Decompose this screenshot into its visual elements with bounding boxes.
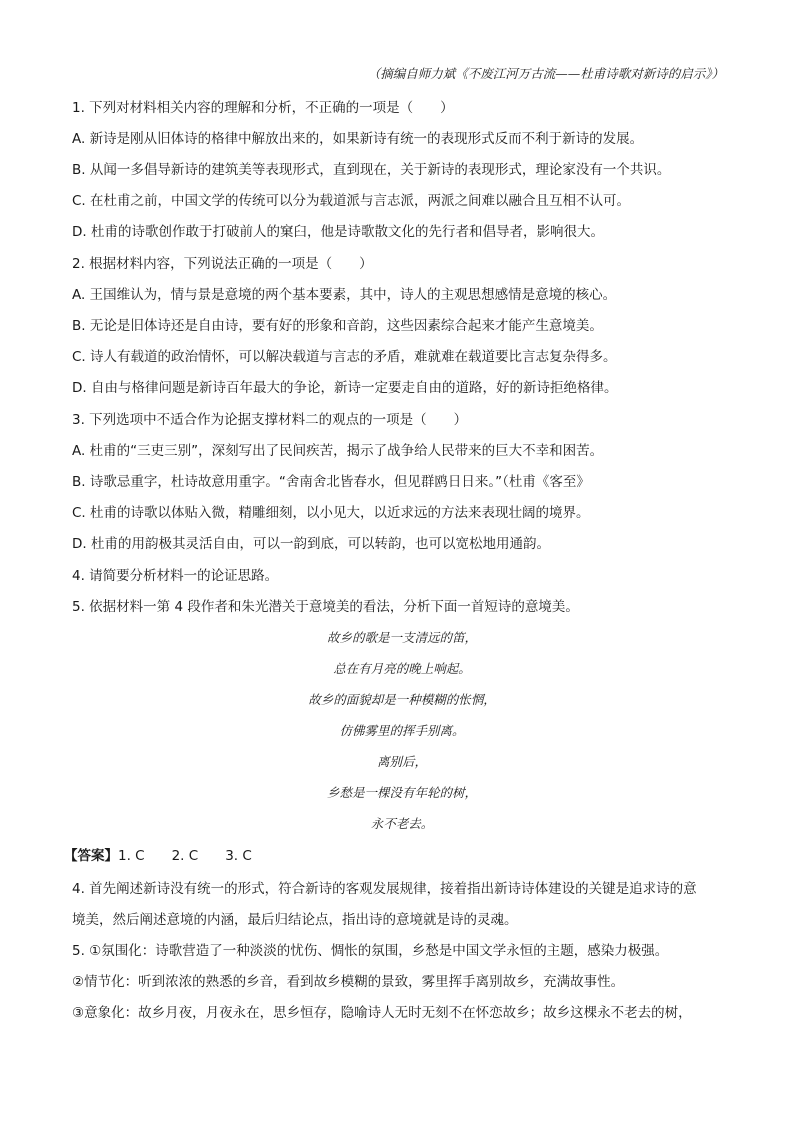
question-3-option-a: A. 杜甫的“三吏三别”，深刻写出了民间疾苦，揭示了战争给人民带来的巨大不幸和困苦。 [72, 443, 604, 459]
source-citation: （摘编自师力斌《不废江河万古流——杜甫诗歌对新诗的启示》） [367, 66, 724, 81]
question-2-option-b: B. 无论是旧体诗还是自由诗，要有好的形象和音韵，这些因素综合起来才能产生意境美。 [72, 318, 603, 334]
poem-line: 乡愁是一棵没有年轮的树， [326, 785, 477, 800]
question-3-stem: 3. 下列选项中不适合作为论据支撑材料二的观点的一项是（ ） [72, 412, 468, 428]
question-3-option-b: B. 诗歌忌重字，杜诗故意用重字。“舍南舍北皆春水，但见群鸥日日来。”（杜甫《客至》 [72, 474, 590, 490]
answer-label: 【答案】 [64, 848, 118, 864]
question-2-option-d: D. 自由与格律问题是新诗百年最大的争论，新诗一定要走自由的道路，好的新诗拒绝格律。 [72, 380, 618, 396]
poem-line: 故乡的面貌却是一种模糊的怅惘， [308, 692, 496, 707]
poem-line: 故乡的歌是一支清远的笛， [326, 630, 477, 645]
answer-5-line-3: ③意象化：故乡月夜，月夜永在，思乡恒存，隐喻诗人无时无刻不在怀恋故乡；故乡这棵永不老去的树， [72, 1005, 692, 1021]
question-1-option-b: B. 从闻一多倡导新诗的建筑美等表现形式，直到现在，关于新诗的表现形式，理论家没有一个共识。 [72, 162, 671, 178]
answer-choices: 1. C 2. C 3. C [118, 848, 252, 864]
question-5: 5. 依据材料一第 4 段作者和朱光潜关于意境美的看法，分析下面一首短诗的意境美。 [72, 599, 579, 615]
answer-5-line-1: 5. ①氛围化：诗歌营造了一种淡淡的忧伤、惆怅的氛围，乡愁是中国文学永恒的主题，感染力极强。 [72, 943, 669, 959]
question-4: 4. 请简要分析材料一的论证思路。 [72, 568, 279, 584]
question-2-option-a: A. 王国维认为，情与景是意境的两个基本要素，其中，诗人的主观思想感情是意境的核心。 [72, 287, 617, 303]
answer-5-line-2: ②情节化：听到浓浓的熟悉的乡音，看到故乡模糊的景致，雾里挥手离别故乡，充满故事性。 [72, 974, 625, 990]
answer-4-line-1: 4. 首先阐述新诗没有统一的形式，符合新诗的客观发展规律，接着指出新诗诗体建设的关键是追求诗的意 [72, 881, 697, 897]
question-2-stem: 2. 根据材料内容，下列说法正确的一项是（ ） [72, 256, 373, 272]
question-1-stem: 1. 下列对材料相关内容的理解和分析，不正确的一项是（ ） [72, 100, 454, 116]
question-3-option-c: C. 杜甫的诗歌以体贴入微，精雕细刻，以小见大，以近求远的方法来表现壮阔的境界。 [72, 505, 590, 521]
question-1-option-a: A. 新诗是刚从旧体诗的格律中解放出来的，如果新诗有统一的表现形式反而不利于新诗的发展。 [72, 131, 644, 147]
poem-line: 永不老去。 [370, 816, 434, 831]
poem-line: 总在有月亮的晚上响起。 [333, 661, 471, 676]
question-3-option-d: D. 杜甫的用韵极其灵活自由，可以一韵到底，可以转韵，也可以宽松地用通韵。 [72, 536, 550, 552]
question-1-option-d: D. 杜甫的诗歌创作敢于打破前人的窠臼，他是诗歌散文化的先行者和倡导者，影响很大。 [72, 224, 604, 240]
poem-line: 离别后， [376, 754, 427, 769]
answer-4-line-2: 境美，然后阐述意境的内涵，最后归结论点，指出诗的意境就是诗的灵魂。 [72, 912, 518, 928]
question-1-option-c: C. 在杜甫之前，中国文学的传统可以分为载道派与言志派，两派之间难以融合且互相不认可。 [72, 193, 631, 209]
poem-line: 仿佛雾里的挥手别离。 [339, 723, 465, 738]
answer-choices-line [64, 846, 724, 866]
question-2-option-c: C. 诗人有载道的政治情怀，可以解决载道与言志的矛盾，难就难在载道要比言志复杂得多。 [72, 349, 617, 365]
